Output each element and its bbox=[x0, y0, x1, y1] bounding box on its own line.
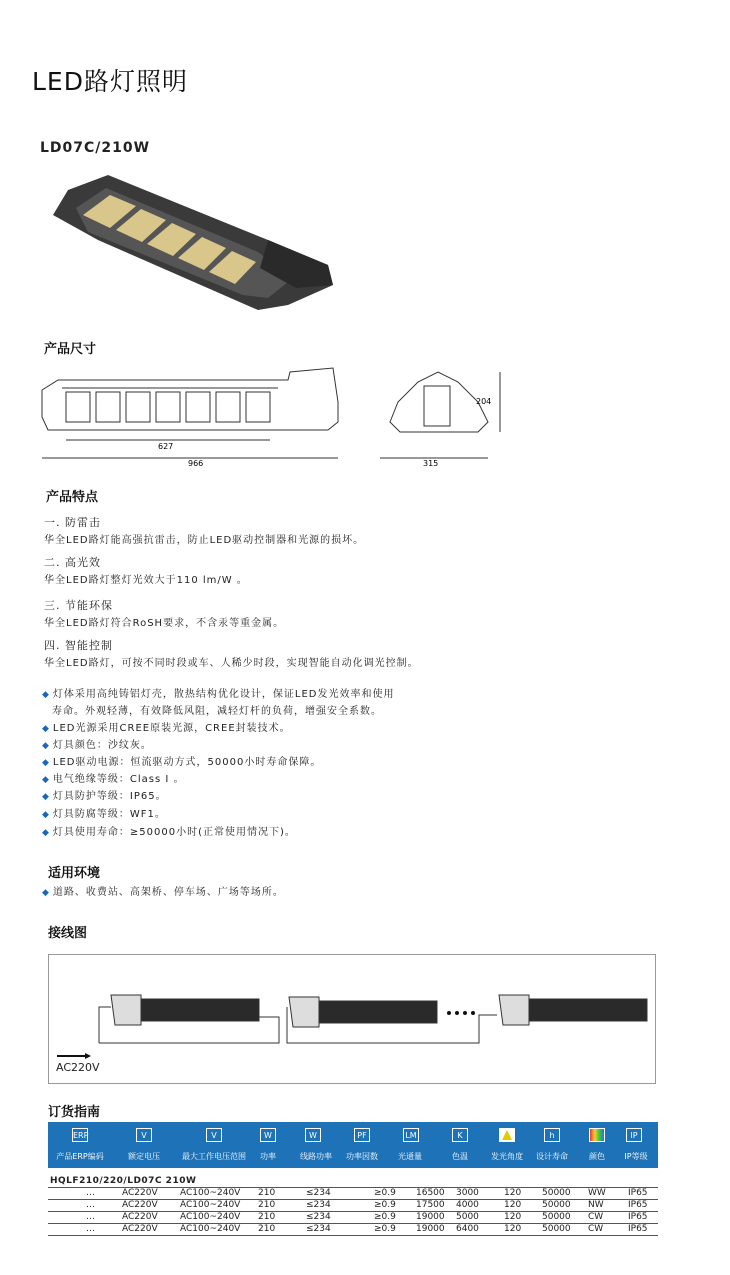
section-wiring: 接线图 bbox=[48, 926, 88, 941]
bullet-1: ◆ 灯体采用高纯铸铝灯壳，散热结构优化设计，保证LED发光效率和使用 bbox=[42, 689, 395, 700]
lifetime-icon: h bbox=[544, 1128, 560, 1142]
dim-966: 966 bbox=[188, 459, 204, 467]
cell-lifetime: 50000 bbox=[542, 1224, 571, 1234]
feature-title-1: 一. 防雷击 bbox=[44, 516, 101, 529]
header-line-power: 线路功率 bbox=[300, 1152, 332, 1161]
bullet-7: ◆ 灯具防腐等级：WF1。 bbox=[42, 809, 166, 820]
cell-rated-voltage: AC220V bbox=[122, 1224, 158, 1234]
cell-color-temp: 4000 bbox=[456, 1200, 479, 1210]
bullet-4: ◆ LED驱动电源：恒流驱动方式，50000小时寿命保障。 bbox=[42, 757, 322, 768]
cell-ip: IP65 bbox=[628, 1212, 648, 1222]
section-dimensions: 产品尺寸 bbox=[44, 342, 97, 357]
cell-beam-angle: 120 bbox=[504, 1200, 522, 1210]
cell-lifetime: 50000 bbox=[542, 1212, 571, 1222]
header-power: 功率 bbox=[260, 1152, 276, 1161]
order-subtitle: HQLF210/220/LD07C 210W bbox=[50, 1176, 197, 1186]
header-rated-voltage: 额定电压 bbox=[128, 1152, 160, 1161]
section-environment: 适用环境 bbox=[48, 866, 101, 881]
cell-power: 210 bbox=[258, 1212, 276, 1222]
cell-color-temp: 3000 bbox=[456, 1188, 479, 1198]
cell-erp: … bbox=[86, 1188, 95, 1198]
power-factor-icon: PF bbox=[354, 1128, 370, 1142]
feature-text-1: 华全LED路灯能高强抗雷击，防止LED驱动控制器和光源的损坏。 bbox=[44, 535, 365, 546]
cell-color: CW bbox=[588, 1224, 604, 1234]
bullet-8: ◆ 灯具使用寿命：≥50000小时(正常使用情况下)。 bbox=[42, 827, 296, 838]
cell-erp: … bbox=[86, 1200, 95, 1210]
feature-text-3: 华全LED路灯符合RoSH要求，不含汞等重金属。 bbox=[44, 618, 285, 629]
street-light-photo bbox=[48, 170, 338, 315]
cell-lumen: 19000 bbox=[416, 1212, 445, 1222]
voltage-icon: V bbox=[136, 1128, 152, 1142]
feature-text-2: 华全LED路灯整灯光效大于110 lm/W 。 bbox=[44, 575, 248, 586]
cell-line-power: ≤234 bbox=[306, 1200, 331, 1210]
bullet-1-cont: 寿命。外观轻薄，有效降低风阻，减轻灯杆的负荷，增强安全系数。 bbox=[52, 706, 382, 717]
feature-text-4: 华全LED路灯，可按不同时段或车、人稀少时段，实现智能自动化调光控制。 bbox=[44, 658, 419, 669]
ip-icon: IP bbox=[626, 1128, 642, 1142]
line-power-icon: W bbox=[305, 1128, 321, 1142]
dim-315: 315 bbox=[423, 459, 439, 467]
feature-title-3: 三. 节能环保 bbox=[44, 599, 113, 612]
cell-beam-angle: 120 bbox=[504, 1224, 522, 1234]
header-color: 颜色 bbox=[589, 1152, 605, 1161]
cell-power-factor: ≥0.9 bbox=[374, 1224, 396, 1234]
color-icon bbox=[589, 1128, 605, 1142]
cell-beam-angle: 120 bbox=[504, 1188, 522, 1198]
cell-power-factor: ≥0.9 bbox=[374, 1212, 396, 1222]
cell-voltage-range: AC100~240V bbox=[180, 1212, 241, 1222]
table-row bbox=[48, 1224, 658, 1236]
order-header bbox=[48, 1122, 658, 1168]
cell-lumen: 17500 bbox=[416, 1200, 445, 1210]
environment-text: ◆ 道路、收费站、高架桥、停车场、广场等场所。 bbox=[42, 887, 284, 898]
model-name: LD07C/210W bbox=[40, 140, 151, 156]
cell-lifetime: 50000 bbox=[542, 1188, 571, 1198]
voltage-range-icon: V bbox=[206, 1128, 222, 1142]
feature-title-4: 四. 智能控制 bbox=[44, 639, 113, 652]
cell-power-factor: ≥0.9 bbox=[374, 1200, 396, 1210]
bullet-2: ◆ LED光源采用CREE原装光源，CREE封装技术。 bbox=[42, 723, 291, 734]
header-ip: IP等级 bbox=[624, 1152, 648, 1161]
cell-erp: … bbox=[86, 1224, 95, 1234]
power-icon: W bbox=[260, 1128, 276, 1142]
header-lumen: 光通量 bbox=[398, 1152, 422, 1161]
cell-line-power: ≤234 bbox=[306, 1188, 331, 1198]
feature-title-2: 二. 高光效 bbox=[44, 556, 101, 569]
erp-icon: ERP bbox=[72, 1128, 88, 1142]
header-voltage-range: 最大工作电压范围 bbox=[182, 1152, 246, 1161]
cell-lumen: 16500 bbox=[416, 1188, 445, 1198]
header-erp: 产品ERP编码 bbox=[56, 1152, 104, 1161]
cell-rated-voltage: AC220V bbox=[122, 1212, 158, 1222]
cell-beam-angle: 120 bbox=[504, 1212, 522, 1222]
cell-erp: … bbox=[86, 1212, 95, 1222]
dimension-drawing bbox=[38, 362, 508, 467]
cell-line-power: ≤234 bbox=[306, 1212, 331, 1222]
cell-lumen: 19000 bbox=[416, 1224, 445, 1234]
header-beam-angle: 发光角度 bbox=[491, 1152, 523, 1161]
cell-color-temp: 6400 bbox=[456, 1224, 479, 1234]
cell-voltage-range: AC100~240V bbox=[180, 1200, 241, 1210]
cell-ip: IP65 bbox=[628, 1200, 648, 1210]
beam-angle-icon bbox=[499, 1128, 515, 1142]
cell-rated-voltage: AC220V bbox=[122, 1188, 158, 1198]
cell-color-temp: 5000 bbox=[456, 1212, 479, 1222]
bullet-3: ◆ 灯具颜色：沙纹灰。 bbox=[42, 740, 152, 751]
cell-power-factor: ≥0.9 bbox=[374, 1188, 396, 1198]
cell-voltage-range: AC100~240V bbox=[180, 1188, 241, 1198]
page-title: LED路灯照明 bbox=[32, 67, 188, 96]
bullet-6: ◆ 灯具防护等级：IP65。 bbox=[42, 791, 167, 802]
table-row bbox=[48, 1212, 658, 1224]
cell-power: 210 bbox=[258, 1188, 276, 1198]
header-power-factor: 功率因数 bbox=[346, 1152, 378, 1161]
cell-color: CW bbox=[588, 1212, 604, 1222]
section-features: 产品特点 bbox=[46, 490, 99, 505]
cell-line-power: ≤234 bbox=[306, 1224, 331, 1234]
header-color-temp: 色温 bbox=[452, 1152, 468, 1161]
lumen-icon: LM bbox=[403, 1128, 419, 1142]
wiring-voltage-label: AC220V bbox=[56, 1061, 100, 1074]
color-temp-icon: K bbox=[452, 1128, 468, 1142]
table-row bbox=[48, 1188, 658, 1200]
header-lifetime: 设计寿命 bbox=[536, 1152, 568, 1161]
wiring-diagram bbox=[48, 954, 656, 1084]
cell-color: NW bbox=[588, 1200, 604, 1210]
cell-power: 210 bbox=[258, 1224, 276, 1234]
bullet-5: ◆ 电气绝缘等级：Class Ⅰ 。 bbox=[42, 774, 185, 785]
cell-ip: IP65 bbox=[628, 1224, 648, 1234]
dim-204: 204 bbox=[476, 397, 492, 406]
cell-lifetime: 50000 bbox=[542, 1200, 571, 1210]
section-ordering: 订货指南 bbox=[48, 1105, 101, 1120]
dim-627: 627 bbox=[158, 442, 174, 451]
table-row bbox=[48, 1200, 658, 1212]
cell-color: WW bbox=[588, 1188, 606, 1198]
cell-rated-voltage: AC220V bbox=[122, 1200, 158, 1210]
cell-power: 210 bbox=[258, 1200, 276, 1210]
cell-ip: IP65 bbox=[628, 1188, 648, 1198]
cell-voltage-range: AC100~240V bbox=[180, 1224, 241, 1234]
